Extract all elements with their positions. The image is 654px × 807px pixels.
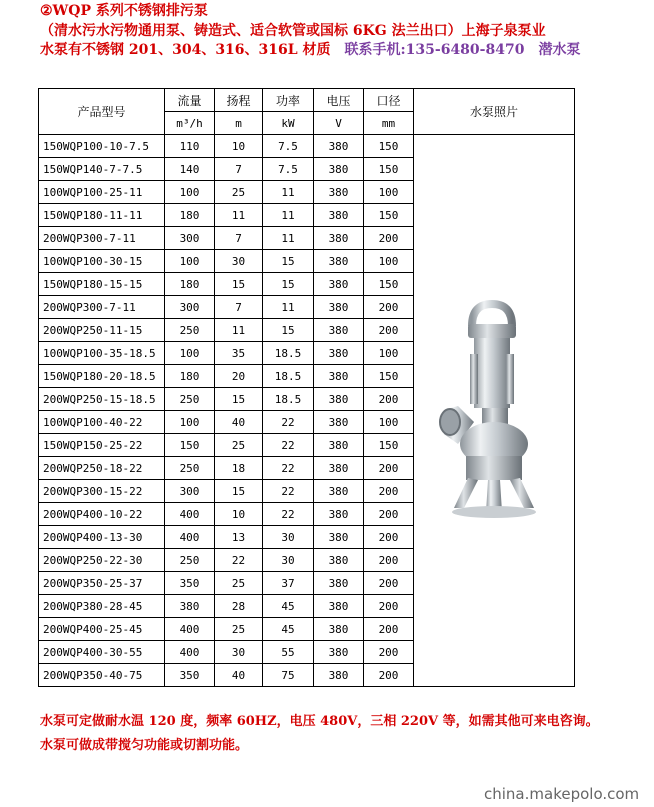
cell-flow: 180 xyxy=(165,365,215,388)
cell-model: 200WQP250-18-22 xyxy=(39,457,165,480)
cell-voltage: 380 xyxy=(314,618,364,641)
cell-diameter: 200 xyxy=(364,664,414,687)
cell-voltage: 380 xyxy=(314,572,364,595)
cell-diameter: 150 xyxy=(364,204,414,227)
cell-head: 11 xyxy=(215,204,263,227)
cell-diameter: 200 xyxy=(364,595,414,618)
cell-diameter: 200 xyxy=(364,526,414,549)
cell-flow: 400 xyxy=(165,503,215,526)
cell-diameter: 150 xyxy=(364,135,414,158)
cell-head: 25 xyxy=(215,572,263,595)
cell-voltage: 380 xyxy=(314,181,364,204)
spec-table-body xyxy=(39,135,575,687)
cell-diameter: 200 xyxy=(364,618,414,641)
cell-model: 150WQP140-7-7.5 xyxy=(39,158,165,181)
unit-head: m xyxy=(215,112,263,135)
unit-diameter: mm xyxy=(364,112,414,135)
cell-voltage: 380 xyxy=(314,595,364,618)
cell-model: 150WQP100-10-7.5 xyxy=(39,135,165,158)
cell-power: 7.5 xyxy=(263,135,314,158)
cell-power: 75 xyxy=(263,664,314,687)
cell-model: 200WQP250-11-15 xyxy=(39,319,165,342)
cell-model: 200WQP400-10-22 xyxy=(39,503,165,526)
material-contact-line xyxy=(40,41,580,59)
pump-handle xyxy=(472,304,512,326)
contact-phone: 联系手机:135-6480-8470 xyxy=(344,42,525,58)
cell-diameter: 200 xyxy=(364,388,414,411)
cell-power: 11 xyxy=(263,181,314,204)
cell-head: 35 xyxy=(215,342,263,365)
cell-power: 15 xyxy=(263,250,314,273)
cell-flow: 250 xyxy=(165,457,215,480)
cell-model: 150WQP180-11-11 xyxy=(39,204,165,227)
cell-diameter: 200 xyxy=(364,296,414,319)
watermark: china.makepolo.com xyxy=(484,785,640,803)
cell-power: 22 xyxy=(263,434,314,457)
cell-flow: 350 xyxy=(165,572,215,595)
cell-flow: 400 xyxy=(165,618,215,641)
cell-voltage: 380 xyxy=(314,388,364,411)
cell-diameter: 150 xyxy=(364,365,414,388)
cell-diameter: 200 xyxy=(364,457,414,480)
cell-power: 11 xyxy=(263,296,314,319)
material-text: 水泵有不锈钢 201、304、316、316L 材质 xyxy=(40,42,331,58)
cell-voltage: 380 xyxy=(314,641,364,664)
cell-voltage: 380 xyxy=(314,480,364,503)
unit-flow: m³/h xyxy=(165,112,215,135)
cell-power: 55 xyxy=(263,641,314,664)
cell-diameter: 200 xyxy=(364,572,414,595)
cell-head: 15 xyxy=(215,480,263,503)
cell-power: 15 xyxy=(263,273,314,296)
cell-flow: 300 xyxy=(165,227,215,250)
cell-head: 40 xyxy=(215,664,263,687)
cell-flow: 400 xyxy=(165,641,215,664)
cell-head: 13 xyxy=(215,526,263,549)
header-model: 产品型号 xyxy=(39,89,165,135)
cell-voltage: 380 xyxy=(314,319,364,342)
cell-flow: 150 xyxy=(165,434,215,457)
cell-flow: 140 xyxy=(165,158,215,181)
cell-voltage: 380 xyxy=(314,273,364,296)
cell-power: 22 xyxy=(263,503,314,526)
cell-voltage: 380 xyxy=(314,503,364,526)
cell-flow: 100 xyxy=(165,250,215,273)
cell-diameter: 200 xyxy=(364,227,414,250)
unit-power: kW xyxy=(263,112,314,135)
cell-head: 40 xyxy=(215,411,263,434)
cell-model: 200WQP350-40-75 xyxy=(39,664,165,687)
pump-image xyxy=(414,294,574,524)
cell-voltage: 380 xyxy=(314,411,364,434)
cell-voltage: 380 xyxy=(314,457,364,480)
cell-flow: 250 xyxy=(165,319,215,342)
cell-voltage: 380 xyxy=(314,250,364,273)
header-flow: 流量 xyxy=(165,89,215,112)
cell-head: 15 xyxy=(215,273,263,296)
cell-flow: 350 xyxy=(165,664,215,687)
cell-voltage: 380 xyxy=(314,204,364,227)
cell-power: 18.5 xyxy=(263,388,314,411)
cell-model: 150WQP180-20-18.5 xyxy=(39,365,165,388)
cell-head: 25 xyxy=(215,434,263,457)
cell-voltage: 380 xyxy=(314,227,364,250)
cell-model: 200WQP380-28-45 xyxy=(39,595,165,618)
cell-diameter: 200 xyxy=(364,503,414,526)
pump-photo-cell xyxy=(414,135,575,687)
cell-head: 18 xyxy=(215,457,263,480)
cell-flow: 180 xyxy=(165,204,215,227)
subtitle-line: （清水污水污物通用泵、铸造式、适合软管或国标 6KG 法兰出口）上海子泉泵业 xyxy=(40,23,546,39)
cell-diameter: 200 xyxy=(364,549,414,572)
spec-table xyxy=(38,88,575,687)
cell-model: 200WQP300-7-11 xyxy=(39,227,165,250)
cell-flow: 250 xyxy=(165,549,215,572)
cell-power: 30 xyxy=(263,526,314,549)
cell-voltage: 380 xyxy=(314,664,364,687)
function-note: 水泵可做成带搅匀功能或切割功能。 xyxy=(40,738,249,753)
cell-flow: 100 xyxy=(165,181,215,204)
cell-model: 200WQP400-25-45 xyxy=(39,618,165,641)
cell-diameter: 100 xyxy=(364,411,414,434)
cell-model: 200WQP250-22-30 xyxy=(39,549,165,572)
cell-voltage: 380 xyxy=(314,342,364,365)
header-photo: 水泵照片 xyxy=(414,89,575,135)
cell-model: 200WQP400-30-55 xyxy=(39,641,165,664)
cell-head: 30 xyxy=(215,641,263,664)
cell-model: 100WQP100-35-18.5 xyxy=(39,342,165,365)
cell-diameter: 200 xyxy=(364,480,414,503)
cell-model: 100WQP100-40-22 xyxy=(39,411,165,434)
header-head: 扬程 xyxy=(215,89,263,112)
pump-type: 潜水泵 xyxy=(538,42,581,58)
cell-head: 25 xyxy=(215,618,263,641)
cell-model: 200WQP350-25-37 xyxy=(39,572,165,595)
cell-model: 200WQP300-15-22 xyxy=(39,480,165,503)
pump-stand xyxy=(452,478,536,518)
cell-head: 10 xyxy=(215,135,263,158)
header-power: 功率 xyxy=(263,89,314,112)
cell-diameter: 100 xyxy=(364,342,414,365)
title-line: ②WQP 系列不锈钢排污泵 xyxy=(40,3,208,19)
cell-voltage: 380 xyxy=(314,158,364,181)
custom-note: 水泵可定做耐水温 120 度，频率 60HZ，电压 480V，三相 220V 等，如需其他可来电咨询。 xyxy=(40,714,599,729)
cell-voltage: 380 xyxy=(314,365,364,388)
cell-flow: 100 xyxy=(165,411,215,434)
cell-power: 22 xyxy=(263,457,314,480)
cell-power: 15 xyxy=(263,319,314,342)
cell-voltage: 380 xyxy=(314,526,364,549)
cell-power: 37 xyxy=(263,572,314,595)
cell-flow: 110 xyxy=(165,135,215,158)
cell-head: 11 xyxy=(215,319,263,342)
cell-diameter: 100 xyxy=(364,181,414,204)
cell-model: 150WQP180-15-15 xyxy=(39,273,165,296)
cell-power: 18.5 xyxy=(263,342,314,365)
cell-diameter: 150 xyxy=(364,434,414,457)
cell-head: 30 xyxy=(215,250,263,273)
cell-head: 20 xyxy=(215,365,263,388)
table-row xyxy=(39,135,575,158)
cell-flow: 250 xyxy=(165,388,215,411)
cell-flow: 180 xyxy=(165,273,215,296)
cell-head: 15 xyxy=(215,388,263,411)
cell-head: 25 xyxy=(215,181,263,204)
cell-power: 11 xyxy=(263,204,314,227)
unit-voltage: V xyxy=(314,112,364,135)
cell-power: 30 xyxy=(263,549,314,572)
cell-model: 100WQP100-30-15 xyxy=(39,250,165,273)
cell-head: 7 xyxy=(215,227,263,250)
cell-head: 10 xyxy=(215,503,263,526)
cell-power: 11 xyxy=(263,227,314,250)
cell-head: 28 xyxy=(215,595,263,618)
cell-head: 7 xyxy=(215,158,263,181)
cell-power: 22 xyxy=(263,480,314,503)
cell-model: 200WQP250-15-18.5 xyxy=(39,388,165,411)
cell-diameter: 150 xyxy=(364,158,414,181)
cell-voltage: 380 xyxy=(314,434,364,457)
cell-head: 22 xyxy=(215,549,263,572)
cell-power: 22 xyxy=(263,411,314,434)
cell-power: 7.5 xyxy=(263,158,314,181)
cell-voltage: 380 xyxy=(314,135,364,158)
cell-power: 18.5 xyxy=(263,365,314,388)
cell-flow: 400 xyxy=(165,526,215,549)
cell-head: 7 xyxy=(215,296,263,319)
cell-voltage: 380 xyxy=(314,549,364,572)
cell-model: 150WQP150-25-22 xyxy=(39,434,165,457)
cell-flow: 300 xyxy=(165,296,215,319)
cell-voltage: 380 xyxy=(314,296,364,319)
header-diameter: 口径 xyxy=(364,89,414,112)
cell-model: 100WQP100-25-11 xyxy=(39,181,165,204)
cell-power: 45 xyxy=(263,618,314,641)
cell-model: 200WQP300-7-11 xyxy=(39,296,165,319)
cell-diameter: 200 xyxy=(364,641,414,664)
cell-model: 200WQP400-13-30 xyxy=(39,526,165,549)
header-voltage: 电压 xyxy=(314,89,364,112)
cell-flow: 380 xyxy=(165,595,215,618)
cell-diameter: 200 xyxy=(364,319,414,342)
cell-power: 45 xyxy=(263,595,314,618)
cell-flow: 100 xyxy=(165,342,215,365)
cell-diameter: 100 xyxy=(364,250,414,273)
cell-diameter: 150 xyxy=(364,273,414,296)
cell-flow: 300 xyxy=(165,480,215,503)
